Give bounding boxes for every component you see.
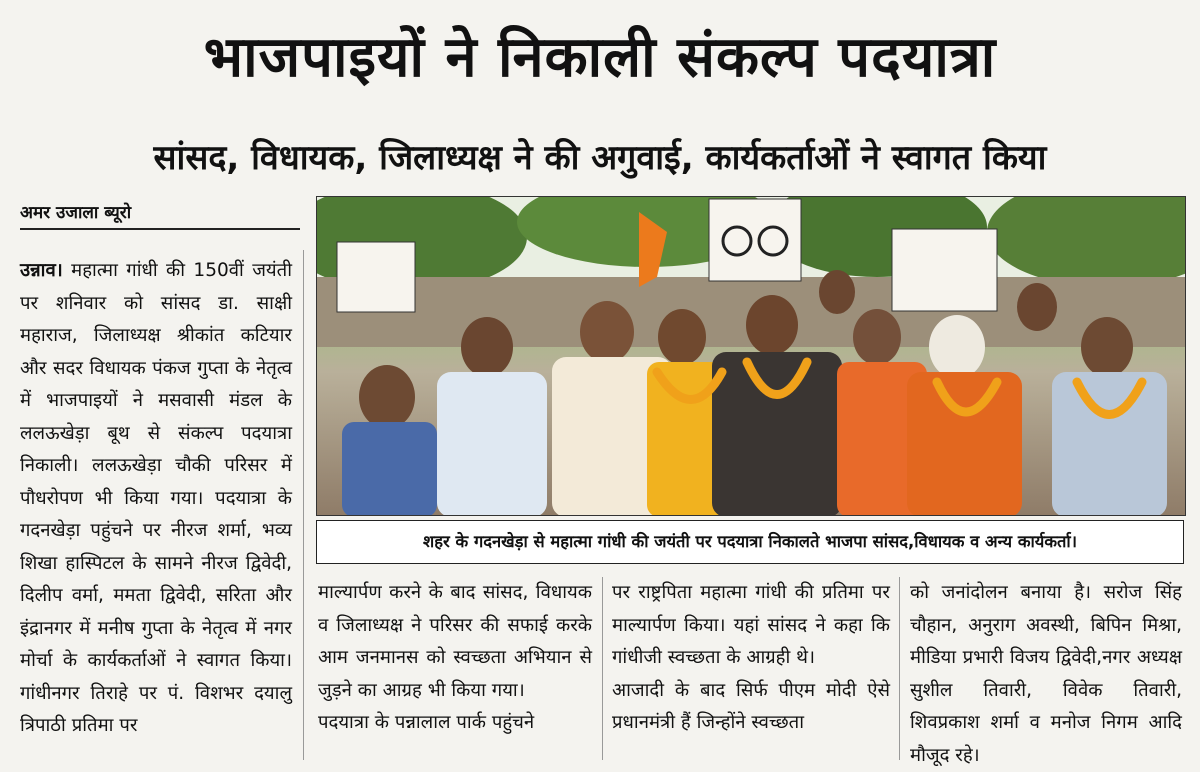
column-divider: [899, 577, 900, 760]
article-column-3: [612, 577, 890, 740]
headline: भाजपाइयों ने निकाली संकल्प पदयात्रा: [203, 25, 997, 90]
article-column-2: [318, 577, 592, 740]
column-2-paragraph-1: माल्यार्पण करने के बाद सांसद, विधायक व जिलाध्यक्ष ने परिसर की सफाई करके आम जनमानस को स्वच्छता अभियान से जुड़ने का आग्रह भी किया गया।: [318, 582, 592, 701]
byline: अमर उजाला ब्यूरो: [20, 203, 132, 223]
subheadline: सांसद, विधायक, जिलाध्यक्ष ने की अगुवाई, कार्यकर्ताओं ने स्वागत किया: [153, 138, 1047, 178]
article-column-1: [20, 255, 292, 743]
column-3-paragraph-1: पर राष्ट्रपिता महात्मा गांधी की प्रतिमा पर माल्यार्पण किया। यहां सांसद ने कहा कि गांधीजी स्वच्छता के आग्रही थे।: [612, 582, 890, 668]
column-4-text: को जनांदोलन बनाया है। सरोज सिंह चौहान, अनुराग अवस्थी, बिपिन मिश्रा, मीडिया प्रभारी विजय द्विवेदी,नगर अध्यक्ष सुशील तिवारी, विवेक तिवारी, शिवप्रकाश शर्मा व मनोज निगम आदि मौजूद रहे।: [910, 582, 1182, 766]
column-divider: [602, 577, 603, 760]
column-divider: [303, 250, 304, 760]
column-3-paragraph-2: आजादी के बाद सिर्फ पीएम मोदी ऐसे प्रधानमंत्री हैं जिन्होंने स्वच्छता: [612, 679, 890, 733]
news-photo: [316, 196, 1186, 516]
article-column-4: [910, 577, 1182, 772]
column-2-paragraph-2: पदयात्रा के पन्नालाल पार्क पहुंचने: [318, 712, 535, 733]
dateline: उन्नाव।: [20, 260, 63, 281]
byline-rule: [20, 228, 300, 230]
column-1-text: महात्मा गांधी की 150वीं जयंती पर शनिवार को सांसद डा. साक्षी महाराज, जिलाध्यक्ष श्रीकांत कटियार और सदर विधायक पंकज गुप्ता के नेतृत्व में भाजपाइयों ने मसवासी मंडल के ललऊखेड़ा बूथ से संकल्प पदयात्रा निकाली। ललऊखेड़ा चौकी परिसर में पौधरोपण भी किया गया। पदयात्रा के गदनखेड़ा पहुंचने पर नीरज शर्मा, भव्य शिखा हास्पिटल के सामने नीरज द्विवेदी, दिलीप वर्मा, ममता द्विवेदी, सरिता और इंद्रानगर में मनीष गुप्ता के नेतृत्व में नगर मोर्चा के कार्यकर्ताओं ने स्वागत किया। गांधीनगर तिराहे पर पं. विशभर दयालु त्रिपाठी प्रतिमा पर: [20, 260, 292, 736]
photo-caption: शहर के गदनखेड़ा से महात्मा गांधी की जयंती पर पदयात्रा निकालते भाजपा सांसद,विधायक व अन्य कार्यकर्ता।: [316, 520, 1184, 564]
